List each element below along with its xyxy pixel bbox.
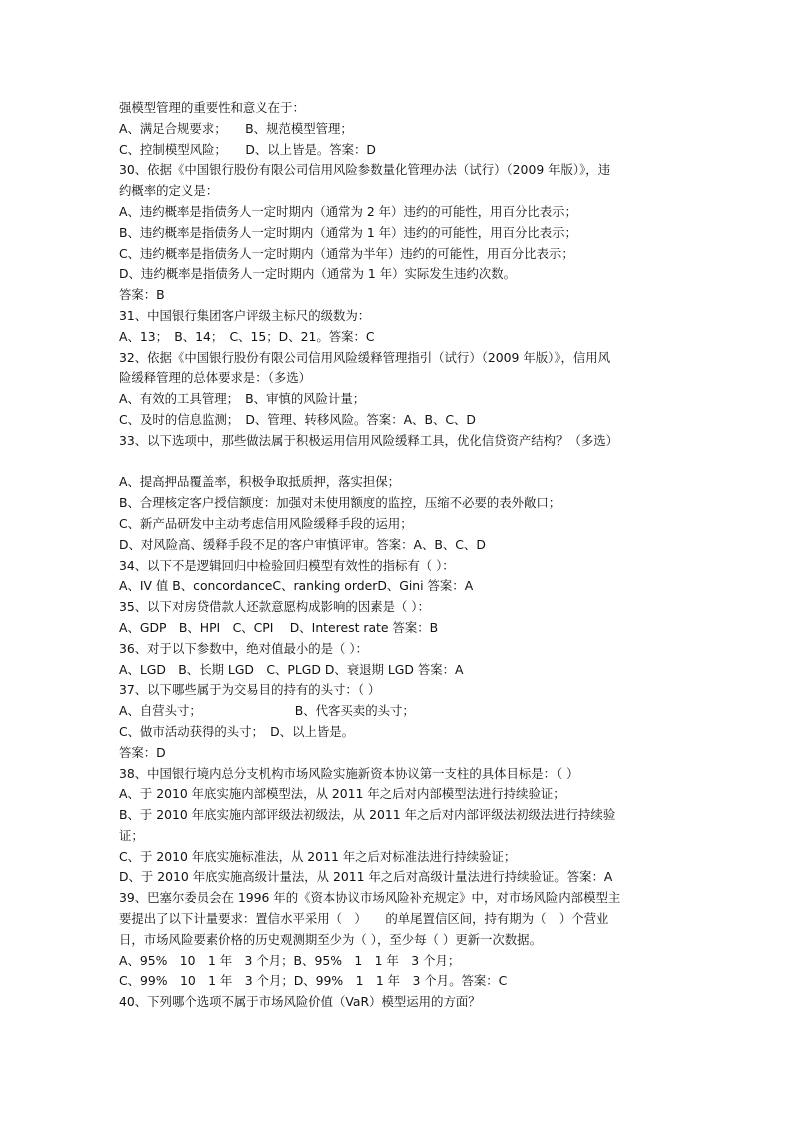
option-line: C、做市活动获得的头寸； D、以上皆是。: [119, 723, 355, 739]
question-31: 31、中国银行集团客户评级主标尺的级数为：: [119, 307, 371, 323]
question-34: 34、以下不是逻辑回归中检验回归模型有效性的指标有（ ）：: [119, 557, 455, 573]
option-line: D、对风险高、缓释手段不足的客户审慎评审。答案：A、B、C、D: [119, 536, 486, 552]
option-line: C、违约概率是指债务人一定时期内（通常为半年）违约的可能性，用百分比表示；: [119, 245, 574, 261]
option-line: D、于 2010 年底实施高级计量法，从 2011 年之后对高级计量法进行持续验证。答案：A: [119, 869, 613, 885]
question-37: 37、以下哪些属于为交易目的持有的头寸：（ ）: [119, 682, 381, 698]
answer-line: 答案：D: [119, 744, 166, 760]
option-line: C、及时的信息监测； D、管理、转移风险。答案：A、B、C、D: [119, 411, 476, 427]
question-40: 40、下列哪个选项不属于市场风险价值（VaR）模型运用的方面？: [119, 994, 481, 1010]
text-line: 强模型管理的重要性和意义在于：: [119, 100, 305, 115]
option-line: D、违约概率是指债务人一定时期内（通常为 1 年）实际发生违约次数。: [119, 266, 517, 282]
option-line: A、提高押品覆盖率，积极争取抵质押，落实担保；: [119, 474, 401, 490]
text-line: 约概率的定义是：: [119, 183, 219, 199]
option-line: A、LGD B、长期 LGD C、PLGD D、衰退期 LGD 答案：A: [119, 661, 464, 677]
option-line: A、有效的工具管理； B、审慎的风险计量；: [119, 391, 366, 407]
option-line: C、控制模型风险； D、以上皆是。答案：D: [119, 141, 376, 157]
option-line: A、GDP B、HPI C、CPI D、Interest rate 答案：B: [119, 619, 439, 635]
text-line: 要提出了以下计量要求：置信水平采用（ ） 的单尾置信区间，持有期为（ ）个营业: [119, 911, 609, 927]
option-line: B、于 2010 年底实施内部评级法初级法，从 2011 年之后对内部评级法初级法进行持续验: [119, 807, 616, 823]
text-line: 证；: [119, 827, 144, 843]
blank-line: [119, 452, 679, 473]
question-39: 39、巴塞尔委员会在 1996 年的《资本协议市场风险补充规定》中，对市场风险内部模型主: [119, 890, 621, 906]
option-line: C、99% 10 1 年 3 个月；D、99% 1 1 年 3 个月。答案：C: [119, 973, 508, 989]
question-30: 30、依据《中国银行股份有限公司信用风险参数量化管理办法（试行）（2009 年版）》，违: [119, 162, 611, 178]
question-33: 33、以下选项中，那些做法属于积极运用信用风险缓释工具，优化信贷资产结构？（多选）: [119, 432, 619, 448]
question-32: 32、依据《中国银行股份有限公司信用风险缓释管理指引（试行）（2009 年版）》，信用风: [119, 349, 611, 365]
option-line: A、违约概率是指债务人一定时期内（通常为 2 年）违约的可能性，用百分比表示；: [119, 203, 577, 219]
question-35: 35、以下对房贷借款人还款意愿构成影响的因素是（ ）：: [119, 599, 430, 615]
question-38: 38、中国银行境内总分支机构市场风险实施新资本协议第一支柱的具体目标是：（ ）: [119, 765, 579, 781]
option-line: A、自营头寸； B、代客买卖的头寸；: [119, 703, 415, 719]
question-36: 36、对于以下参数中，绝对值最小的是（ ）：: [119, 640, 368, 656]
option-line: C、新产品研发中主动考虑信用风险缓释手段的运用；: [119, 515, 413, 531]
option-line: A、13； B、14； C、15；D、21。答案：C: [119, 328, 375, 344]
text-line: 日，市场风险要素价格的历史观测期至少为（ ），至少每（ ）更新一次数据。: [119, 931, 542, 947]
option-line: C、于 2010 年底实施标准法，从 2011 年之后对标准法进行持续验证；: [119, 848, 517, 864]
answer-line: 答案：B: [119, 287, 165, 303]
text-line: 险缓释管理的总体要求是：（多选）: [119, 370, 312, 386]
option-line: B、合理核定客户授信额度：加强对未使用额度的监控，压缩不必要的表外敞口；: [119, 495, 562, 511]
option-line: A、于 2010 年底实施内部模型法，从 2011 年之后对内部模型法进行持续验证；: [119, 786, 566, 802]
document-page: [119, 98, 679, 1013]
option-line: A、IV 值 B、concordanceC、ranking orderD、Gini 答案：A: [119, 578, 474, 594]
option-line: A、95% 10 1 年 3 个月；B、95% 1 1 年 3 个月；: [119, 952, 461, 968]
option-line: B、违约概率是指债务人一定时期内（通常为 1 年）违约的可能性，用百分比表示；: [119, 224, 577, 240]
option-line: A、满足合规要求； B、规范模型管理；: [119, 120, 353, 136]
